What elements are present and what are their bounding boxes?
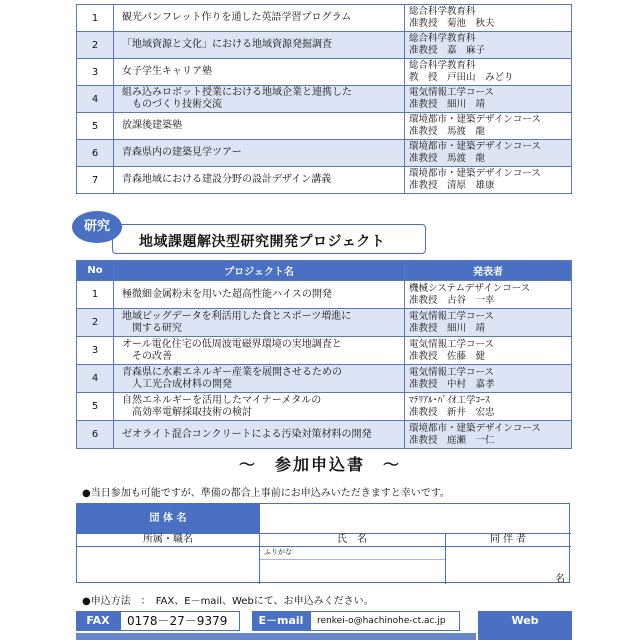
row-number: 3 bbox=[77, 337, 114, 365]
table-row bbox=[77, 167, 572, 194]
row-title bbox=[114, 5, 405, 32]
row-title-line: その改善 bbox=[122, 350, 172, 362]
row-number: 4 bbox=[77, 86, 114, 113]
row-title-line: 青森地域における建設分野の設計デザイン講義 bbox=[122, 174, 332, 185]
row-presenter bbox=[405, 5, 572, 32]
presenter-affiliation: 電気情報工学コース bbox=[409, 310, 495, 322]
table-row bbox=[77, 393, 572, 421]
row-title bbox=[114, 32, 405, 59]
section-title-banner bbox=[112, 224, 426, 254]
presenter-name: 准教授 中村 嘉孝 bbox=[409, 378, 495, 390]
row-presenter bbox=[405, 86, 572, 113]
table-row bbox=[77, 5, 572, 32]
presenter-affiliation: ﾏﾃﾘｱﾙ･ﾊﾞｲｵ工学ｺｰｽ bbox=[409, 394, 490, 406]
furigana-label: ふりがな bbox=[264, 548, 292, 556]
row-title-line: 「地域資源と文化」における地域資源発掘調査 bbox=[122, 39, 332, 50]
row-title-line: 自然エネルギーを活用したマイナーメタルの bbox=[122, 394, 322, 406]
row-title bbox=[114, 337, 405, 365]
table-row bbox=[77, 113, 572, 140]
row-presenter bbox=[405, 281, 572, 309]
row-title-line: 高効率電解採取技術の検討 bbox=[122, 406, 252, 418]
row-title-line: 関する研究 bbox=[122, 322, 182, 334]
row-title-line: 人工光合成材料の開発 bbox=[122, 378, 232, 390]
row-presenter bbox=[405, 365, 572, 393]
fax-number: 0178－27－9379 bbox=[120, 611, 240, 631]
section-badge: 研究 bbox=[72, 211, 122, 243]
row-title bbox=[114, 59, 405, 86]
web-label-text: Web bbox=[511, 614, 539, 627]
presenter-affiliation: 総合科学教育科 bbox=[409, 60, 476, 71]
row-presenter bbox=[405, 421, 572, 449]
row-presenter bbox=[405, 337, 572, 365]
row-title bbox=[114, 365, 405, 393]
application-form bbox=[76, 503, 570, 583]
row-title bbox=[114, 309, 405, 337]
group-name-label: 団 体 名 bbox=[77, 504, 259, 533]
row-number: 1 bbox=[77, 5, 114, 32]
presenter-affiliation: 環境都市・建築デザインコース bbox=[409, 168, 541, 179]
presenter-affiliation: 電気情報工学コース bbox=[409, 366, 495, 378]
presenter-name: 准教授 新井 宏忠 bbox=[409, 406, 495, 418]
row-title-line: 組み込みロボット授業における地域企業と連携した bbox=[122, 87, 352, 98]
form-note: ●当日参加も可能ですが、準備の都合上事前にお申込みいただきますと幸いです。 bbox=[82, 488, 450, 499]
presenter-affiliation: 総合科学教育科 bbox=[409, 6, 476, 17]
footer-bar bbox=[76, 633, 476, 640]
presenter-name: 准教授 細川 靖 bbox=[409, 322, 486, 334]
row-presenter bbox=[405, 167, 572, 194]
row-title bbox=[114, 86, 405, 113]
presenter-name: 准教授 古谷 一幸 bbox=[409, 294, 495, 306]
row-presenter bbox=[405, 32, 572, 59]
row-presenter bbox=[405, 113, 572, 140]
email-label: E－mail bbox=[252, 611, 310, 631]
research-project-table bbox=[76, 260, 572, 449]
row-title-line: ものづくり技術交流 bbox=[122, 99, 222, 110]
table-row bbox=[77, 365, 572, 393]
presenter-name: 准教授 嘉 麻子 bbox=[409, 45, 486, 56]
row-title bbox=[114, 140, 405, 167]
companion-count-field[interactable] bbox=[446, 547, 570, 583]
row-title-line: 青森県内の建築見学ツアー bbox=[122, 147, 242, 158]
affiliation-label: 所属・職名 bbox=[143, 534, 193, 545]
row-presenter bbox=[405, 140, 572, 167]
web-label[interactable] bbox=[478, 611, 572, 640]
row-title bbox=[114, 167, 405, 194]
email-address[interactable]: renkei-o@hachinohe-ct.ac.jp bbox=[310, 611, 460, 631]
row-title-line: 青森県に水素エネルギー産業を展開させるための bbox=[122, 366, 342, 378]
row-title-line: 地域ビッグデータを利活用した食とスポーツ増進に bbox=[122, 310, 352, 322]
presenter-affiliation: 総合科学教育科 bbox=[409, 33, 476, 44]
presenter-name: 教 授 戸田山 みどり bbox=[409, 72, 514, 83]
presenter-affiliation: 環境都市・建築デザインコース bbox=[409, 141, 541, 152]
presenter-name: 准教授 馬渡 龍 bbox=[409, 126, 486, 137]
row-presenter bbox=[405, 309, 572, 337]
affiliation-field[interactable] bbox=[77, 547, 259, 583]
row-presenter bbox=[405, 393, 572, 421]
row-title bbox=[114, 393, 405, 421]
presenter-name: 准教授 馬渡 龍 bbox=[409, 153, 486, 164]
row-number: 7 bbox=[77, 167, 114, 194]
row-title bbox=[114, 113, 405, 140]
presenter-affiliation: 環境都市・建築デザインコース bbox=[409, 422, 541, 434]
presenter-name: 准教授 佐藤 健 bbox=[409, 350, 486, 362]
section-title: 地域課題解決型研究開発プロジェクト bbox=[139, 234, 386, 250]
count-suffix: 名 bbox=[555, 574, 565, 585]
row-number: 1 bbox=[77, 281, 114, 309]
row-number: 6 bbox=[77, 421, 114, 449]
presenter-affiliation: 電気情報工学コース bbox=[409, 87, 495, 98]
row-number: 4 bbox=[77, 365, 114, 393]
group-name-field[interactable] bbox=[259, 504, 570, 533]
table-row bbox=[77, 281, 572, 309]
row-number: 2 bbox=[77, 32, 114, 59]
row-title-line: オール電化住宅の低周波電磁界環境の実地調査と bbox=[122, 338, 342, 350]
table-row bbox=[77, 337, 572, 365]
presenter-affiliation: 環境都市・建築デザインコース bbox=[409, 114, 541, 125]
header-project: プロジェクト名 bbox=[114, 261, 405, 281]
table-row bbox=[77, 140, 572, 167]
row-number: 6 bbox=[77, 140, 114, 167]
row-title-line: ゼオライト混合コンクリートによる汚染対策材料の開発 bbox=[122, 428, 372, 440]
row-title bbox=[114, 281, 405, 309]
presenter-affiliation: 電気情報工学コース bbox=[409, 338, 495, 350]
name-label: 氏 名 bbox=[337, 534, 367, 545]
table-row bbox=[77, 86, 572, 113]
row-title-line: 観光パンフレット作りを通した英語学習プログラム bbox=[122, 12, 352, 23]
table-row bbox=[77, 309, 572, 337]
row-number: 5 bbox=[77, 393, 114, 421]
header-no: No bbox=[77, 261, 114, 281]
row-title-line: 女子学生キャリア塾 bbox=[122, 66, 212, 77]
row-number: 3 bbox=[77, 59, 114, 86]
row-title-line: 極微細金属粉末を用いた超高性能ハイスの開発 bbox=[122, 288, 332, 300]
row-number: 2 bbox=[77, 309, 114, 337]
table-row bbox=[77, 421, 572, 449]
presenter-affiliation: 機械システムデザインコース bbox=[409, 282, 531, 294]
row-number: 5 bbox=[77, 113, 114, 140]
row-title bbox=[114, 421, 405, 449]
row-presenter bbox=[405, 59, 572, 86]
presenter-name: 准教授 清原 雄康 bbox=[409, 180, 495, 191]
table-header-row bbox=[77, 261, 572, 281]
presenter-name: 准教授 庭瀬 一仁 bbox=[409, 434, 495, 446]
outreach-program-table bbox=[76, 4, 572, 194]
apply-method: ●申込方法 ： FAX、E－mail、Webにて、お申込みください。 bbox=[82, 596, 374, 607]
row-title-line: 放課後建築塾 bbox=[122, 120, 182, 131]
table-row bbox=[77, 32, 572, 59]
form-heading: ～ 参加申込書 ～ bbox=[238, 455, 401, 474]
companion-label: 同 伴 者 bbox=[489, 534, 527, 545]
presenter-name: 准教授 細川 靖 bbox=[409, 99, 486, 110]
header-presenter: 発表者 bbox=[405, 261, 572, 281]
name-field[interactable] bbox=[260, 560, 445, 583]
presenter-name: 准教授 菊池 秋夫 bbox=[409, 18, 495, 29]
table-row bbox=[77, 59, 572, 86]
fax-label: FAX bbox=[76, 611, 120, 631]
